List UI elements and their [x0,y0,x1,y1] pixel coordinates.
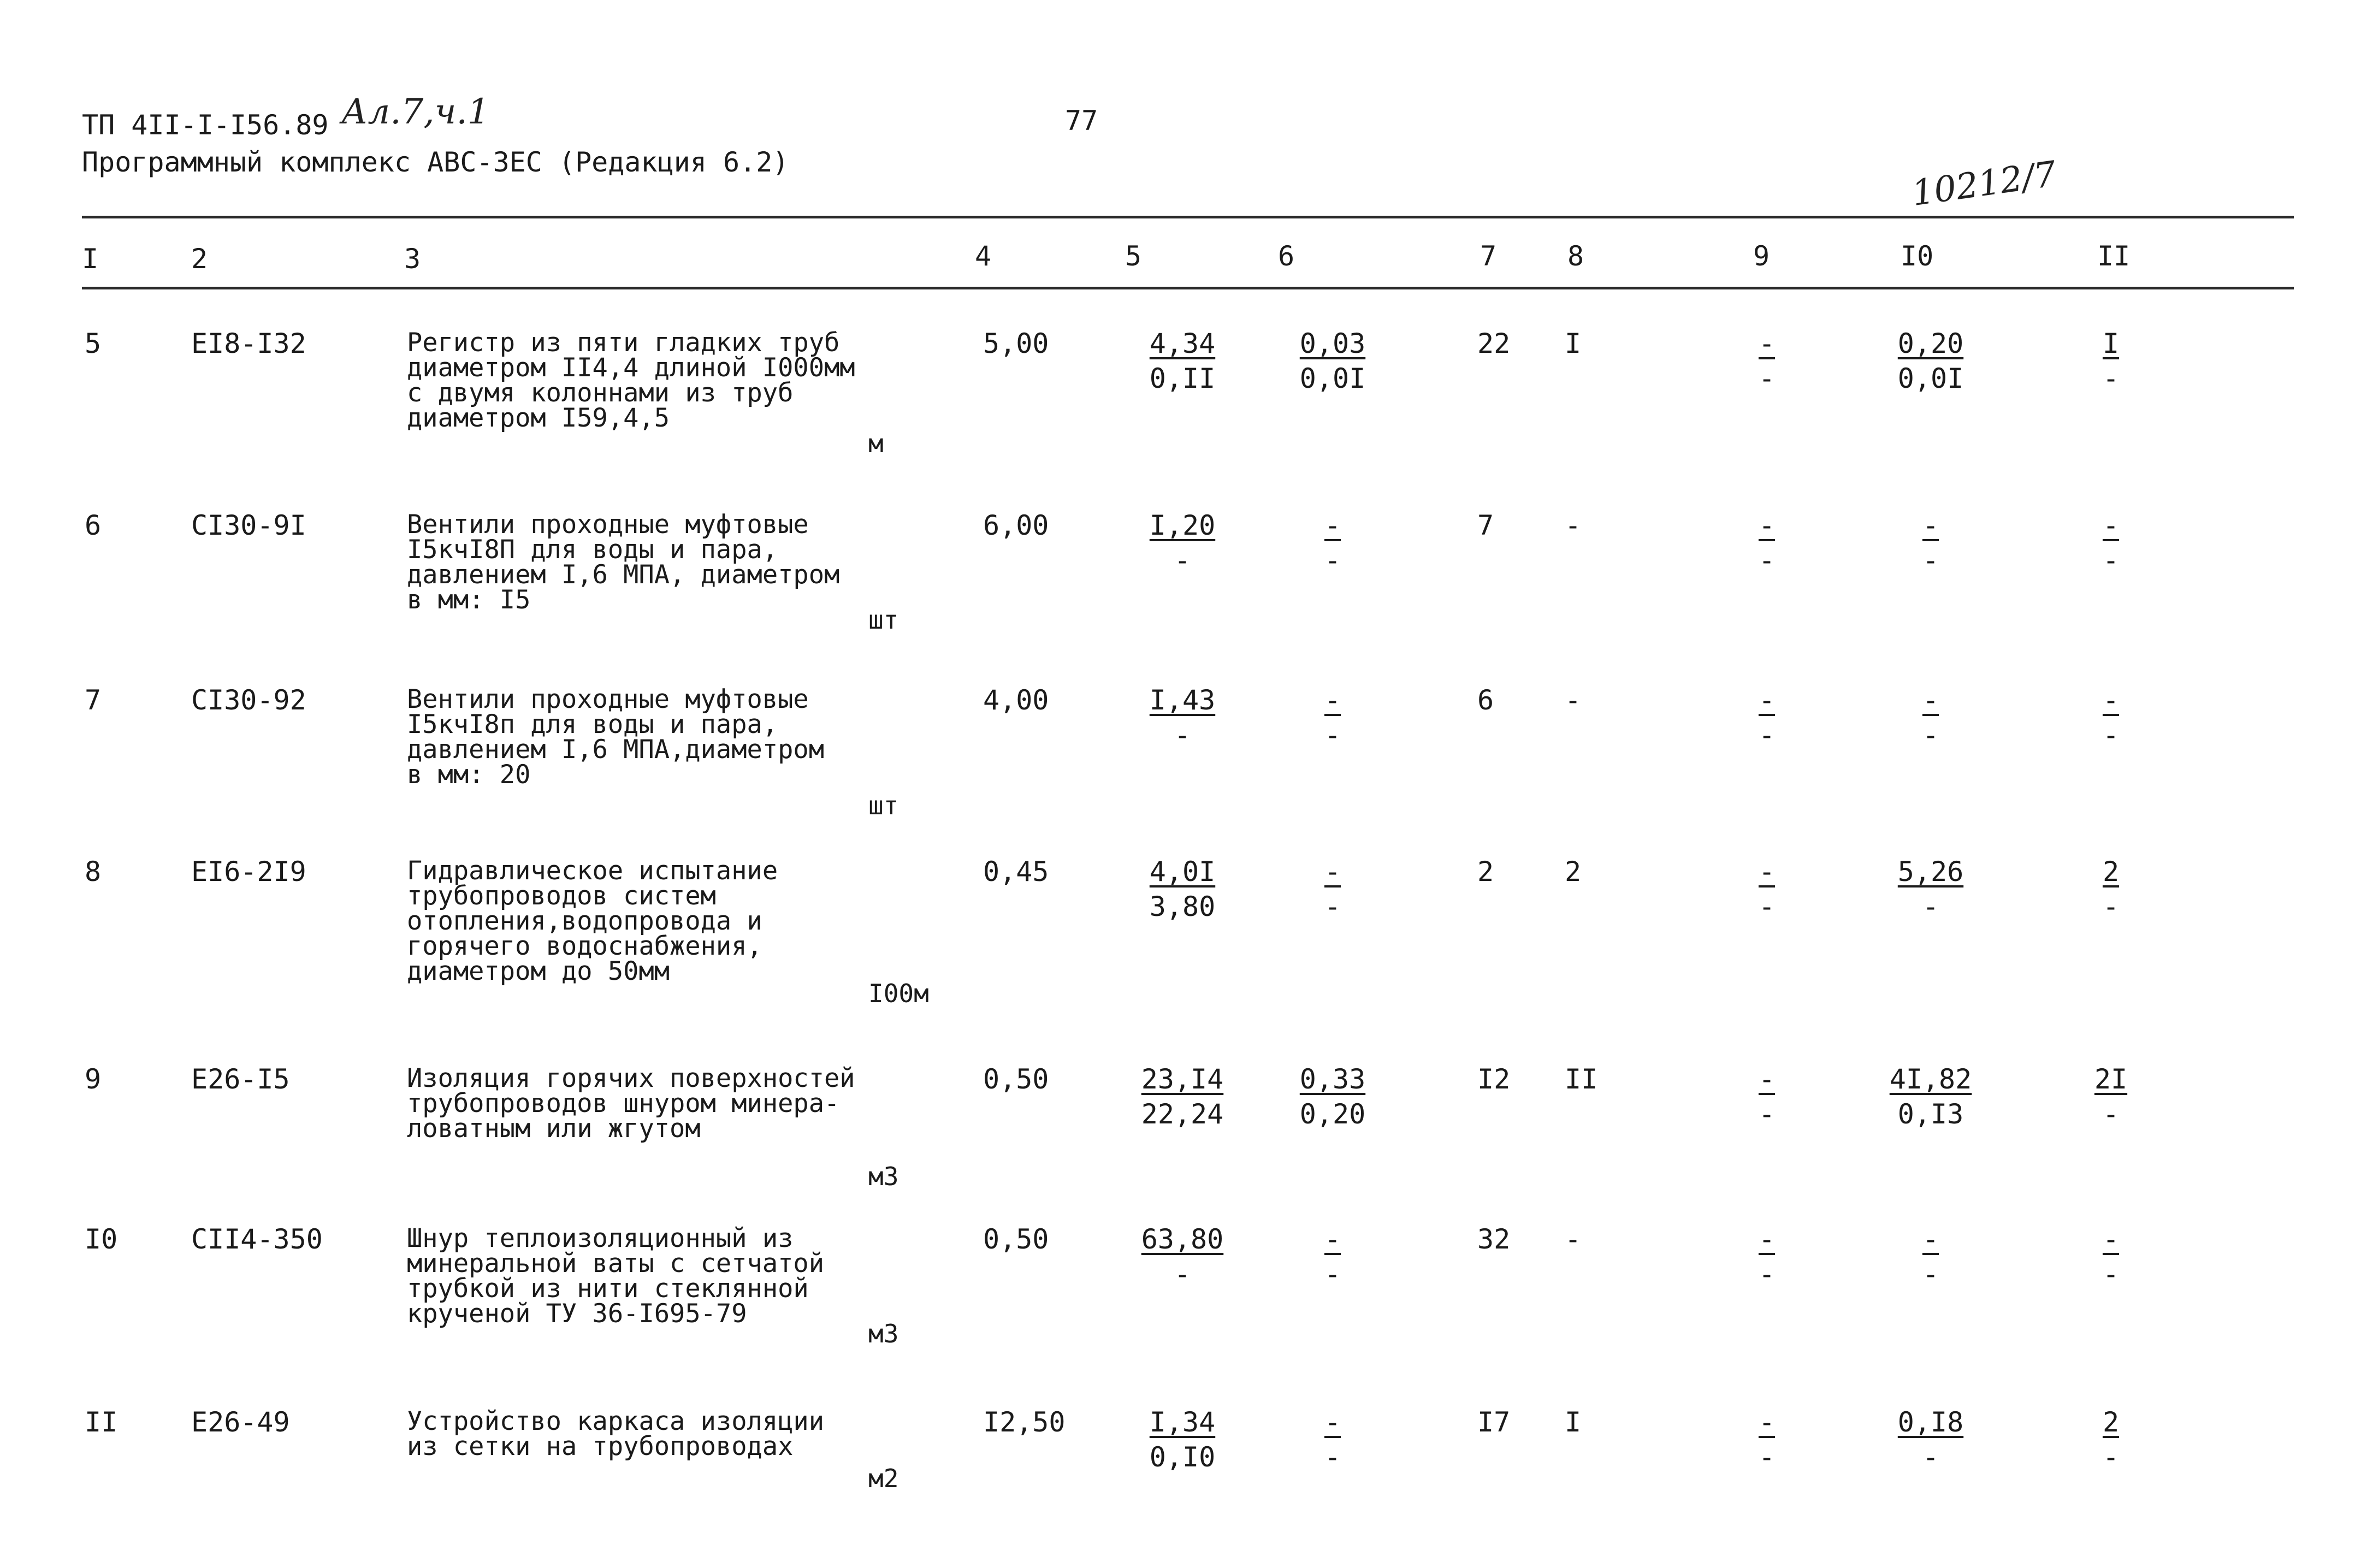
c5-fraction [1139,1405,1226,1475]
col8-value: II [1565,1063,1598,1095]
c6-top-value: - [1324,510,1341,541]
unit-of-measure: шт [868,791,899,820]
c10-bottom-value: - [1922,719,1939,751]
c6-bottom-value: - [1324,719,1341,751]
col-header-11: II [2097,240,2131,272]
c11-fraction [2081,1405,2141,1475]
rate-code: Е26-49 [191,1406,290,1438]
c9-fraction [1742,1062,1791,1132]
c5-bottom-value: - [1174,1258,1191,1290]
description-line: Изоляция горячих поверхностей [407,1063,855,1093]
c9-bottom-value: - [1758,363,1776,394]
c5-fraction [1139,683,1226,753]
col-header-10: I0 [1901,240,1934,272]
description-line: горячего водоснабжения, [407,931,762,961]
row-number: II [85,1406,118,1438]
c10-fraction [1884,326,1977,396]
c11-bottom-value: - [2102,545,2120,576]
c10-top-value: - [1922,684,1939,716]
description-line: трубкой из нити стеклянной [407,1274,809,1304]
c9-top-value: - [1758,328,1776,359]
unit-of-measure: м [868,429,884,458]
col7-value: 32 [1477,1223,1511,1255]
c5-fraction [1139,326,1226,396]
c11-bottom-value: - [2102,1441,2120,1473]
description-line: минеральной ваты с сетчатой [407,1249,825,1279]
unit-of-measure: шт [868,605,899,635]
c10-top-value: - [1922,510,1939,541]
col8-value: I [1565,328,1582,359]
rate-code: ЕI8-I32 [191,328,306,359]
c5-top-value: 63,80 [1141,1223,1224,1255]
description-line: Вентили проходные муфтовые [407,684,809,714]
header-rule-top [82,216,2294,218]
unit-of-measure: м2 [868,1464,899,1493]
c9-bottom-value: - [1758,1258,1776,1290]
col-header-8: 8 [1567,240,1584,272]
work-description [407,1063,855,1144]
description-line: давлением I,6 МПА, диаметром [407,560,840,590]
c6-top-value: 0,33 [1299,1063,1366,1095]
description-line: в мм: 20 [407,760,531,790]
quantity: 0,45 [983,856,1049,887]
c9-fraction [1742,1405,1791,1475]
col7-value: 22 [1477,328,1511,359]
description-line: отопления,водопровода и [407,906,762,936]
rate-code: Е26-I5 [191,1063,290,1095]
c11-top-value: - [2102,510,2120,541]
col-header-7: 7 [1480,240,1497,272]
row-number: 9 [85,1063,102,1095]
c5-bottom-value: 0,II [1149,363,1216,394]
c10-fraction [1884,683,1977,753]
handwritten-ref: Ал.7,ч.1 [341,92,490,132]
c5-bottom-value: - [1174,719,1191,751]
c9-top-value: - [1758,1063,1776,1095]
c9-fraction [1742,508,1791,578]
row-number: 5 [85,328,102,359]
c9-top-value: - [1758,510,1776,541]
c11-fraction [2081,683,2141,753]
c11-top-value: - [2102,1223,2120,1255]
description-line: Устройство каркаса изоляции [407,1406,825,1436]
description-line: из сетки на трубопроводах [407,1431,794,1462]
col7-value: 7 [1477,510,1494,541]
c11-fraction [2081,1222,2141,1292]
c11-top-value: 2 [2102,1406,2120,1438]
c6-top-value: - [1324,1223,1341,1255]
c9-top-value: - [1758,856,1776,887]
col8-value: - [1565,510,1582,541]
c5-top-value: I,43 [1149,684,1216,716]
description-line: диаметром II4,4 длиной I000мм [407,353,855,383]
c5-top-value: 23,I4 [1141,1063,1224,1095]
c9-bottom-value: - [1758,1441,1776,1473]
c9-bottom-value: - [1758,719,1776,751]
c9-top-value: - [1758,684,1776,716]
header-rule-bottom [82,287,2294,289]
work-description [407,856,778,986]
c6-fraction [1294,1062,1371,1132]
c11-fraction [2081,854,2141,924]
c9-fraction [1742,1222,1791,1292]
quantity: 0,50 [983,1063,1049,1095]
c6-bottom-value: - [1324,545,1341,576]
c5-bottom-value: 3,80 [1149,891,1216,922]
row-number: 7 [85,684,102,716]
c10-bottom-value: - [1922,1441,1939,1473]
unit-of-measure: м3 [868,1319,899,1348]
c10-bottom-value: - [1922,1258,1939,1290]
c6-top-value: 0,03 [1299,328,1366,359]
c10-fraction [1884,1222,1977,1292]
c10-bottom-value: 0,0I [1897,363,1964,394]
col-header-4: 4 [975,240,992,272]
description-line: I5кчI8п для воды и пара, [407,709,778,739]
c11-fraction [2081,1062,2141,1132]
rate-code: СI30-9I [191,510,306,541]
description-line: в мм: I5 [407,585,531,615]
c11-bottom-value: - [2102,891,2120,922]
c11-fraction [2081,508,2141,578]
unit-of-measure: м3 [868,1162,899,1191]
col-header-2: 2 [191,243,208,275]
c11-bottom-value: - [2102,1258,2120,1290]
c9-fraction [1742,854,1791,924]
col7-value: I2 [1477,1063,1511,1095]
description-line: I5кчI8П для воды и пара, [407,535,778,565]
c10-fraction [1884,854,1977,924]
description-line: крученой ТУ 36-I695-79 [407,1299,747,1329]
c5-bottom-value: 0,I0 [1149,1441,1216,1473]
c6-top-value: - [1324,1406,1341,1438]
description-line: диаметром до 50мм [407,956,670,986]
c6-fraction [1294,326,1371,396]
c6-bottom-value: 0,20 [1299,1098,1366,1130]
c11-top-value: 2 [2102,856,2120,887]
description-line: Вентили проходные муфтовые [407,510,809,540]
description-line: диаметром I59,4,5 [407,403,670,433]
description-line: ловатным или жгутом [407,1114,701,1144]
c5-fraction [1139,508,1226,578]
description-line: давлением I,6 МПА,диаметром [407,735,825,765]
c9-bottom-value: - [1758,891,1776,922]
c10-top-value: 4I,82 [1889,1063,1972,1095]
work-description [407,684,825,790]
quantity: 5,00 [983,328,1049,359]
c9-bottom-value: - [1758,1098,1776,1130]
c6-bottom-value: - [1324,1258,1341,1290]
handwritten-code: 10212/7 [1909,153,2059,215]
unit-of-measure: I00м [868,979,929,1008]
col8-value: 2 [1565,856,1582,887]
c6-fraction [1294,1405,1371,1475]
c11-bottom-value: - [2102,363,2120,394]
c6-fraction [1294,508,1371,578]
c6-fraction [1294,1222,1371,1292]
c5-fraction [1139,854,1226,924]
c10-bottom-value: - [1922,891,1939,922]
row-number: I0 [85,1223,118,1255]
rate-code: СII4-350 [191,1223,323,1255]
c10-bottom-value: 0,I3 [1897,1098,1964,1130]
c9-top-value: - [1758,1223,1776,1255]
rate-code: ЕI6-2I9 [191,856,306,887]
c11-fraction [2081,326,2141,396]
row-number: 6 [85,510,102,541]
col8-value: - [1565,1223,1582,1255]
description-line: с двумя колоннами из труб [407,378,794,408]
c5-fraction [1139,1222,1226,1292]
doc-subtitle: Программный комплекс АВС-3ЕС (Редакция 6.2) [82,146,789,178]
c11-top-value: 2I [2094,1063,2128,1095]
c6-bottom-value: 0,0I [1299,363,1366,394]
c5-top-value: I,20 [1149,510,1216,541]
quantity: I2,50 [983,1406,1066,1438]
c10-top-value: - [1922,1223,1939,1255]
c5-bottom-value: 22,24 [1141,1098,1224,1130]
c10-fraction [1884,508,1977,578]
description-line: трубопроводов систем [407,881,716,911]
col8-value: - [1565,684,1582,716]
c11-bottom-value: - [2102,719,2120,751]
c9-top-value: - [1758,1406,1776,1438]
work-description [407,330,855,431]
work-description [407,1223,825,1329]
c10-fraction [1884,1405,1977,1475]
c6-top-value: - [1324,684,1341,716]
c5-top-value: 4,34 [1149,328,1216,359]
c6-fraction [1294,683,1371,753]
row-number: 8 [85,856,102,887]
col-header-1: I [82,243,99,275]
col8-value: I [1565,1406,1582,1438]
col7-value: 2 [1477,856,1494,887]
quantity: 6,00 [983,510,1049,541]
rate-code: СI30-92 [191,684,306,716]
col-header-5: 5 [1125,240,1142,272]
c6-bottom-value: - [1324,891,1341,922]
c5-top-value: I,34 [1149,1406,1216,1438]
description-line: Гидравлическое испытание [407,856,778,886]
doc-code: ТП 4II-I-I56.89 [82,109,329,141]
c9-fraction [1742,326,1791,396]
c11-bottom-value: - [2102,1098,2120,1130]
c10-fraction [1884,1062,1977,1132]
page-number: 77 [1065,105,1098,137]
c5-bottom-value: - [1174,545,1191,576]
c11-top-value: - [2102,684,2120,716]
col-header-3: 3 [404,243,421,275]
col7-value: 6 [1477,684,1494,716]
work-description [407,512,839,613]
c11-top-value: I [2102,328,2120,359]
c6-fraction [1294,854,1371,924]
c5-top-value: 4,0I [1149,856,1216,887]
col-header-9: 9 [1753,240,1770,272]
work-description [407,1406,825,1462]
quantity: 0,50 [983,1223,1049,1255]
c10-top-value: 0,20 [1897,328,1964,359]
c9-fraction [1742,683,1791,753]
quantity: 4,00 [983,684,1049,716]
c9-bottom-value: - [1758,545,1776,576]
description-line: Регистр из пяти гладких труб [407,328,840,358]
c6-bottom-value: - [1324,1441,1341,1473]
c6-top-value: - [1324,856,1341,887]
c5-fraction [1139,1062,1226,1132]
c10-top-value: 5,26 [1897,856,1964,887]
col7-value: I7 [1477,1406,1511,1438]
description-line: Шнур теплоизоляционный из [407,1223,794,1253]
c10-top-value: 0,I8 [1897,1406,1964,1438]
c10-bottom-value: - [1922,545,1939,576]
description-line: трубопроводов шнуром минера- [407,1088,840,1119]
col-header-6: 6 [1278,240,1295,272]
